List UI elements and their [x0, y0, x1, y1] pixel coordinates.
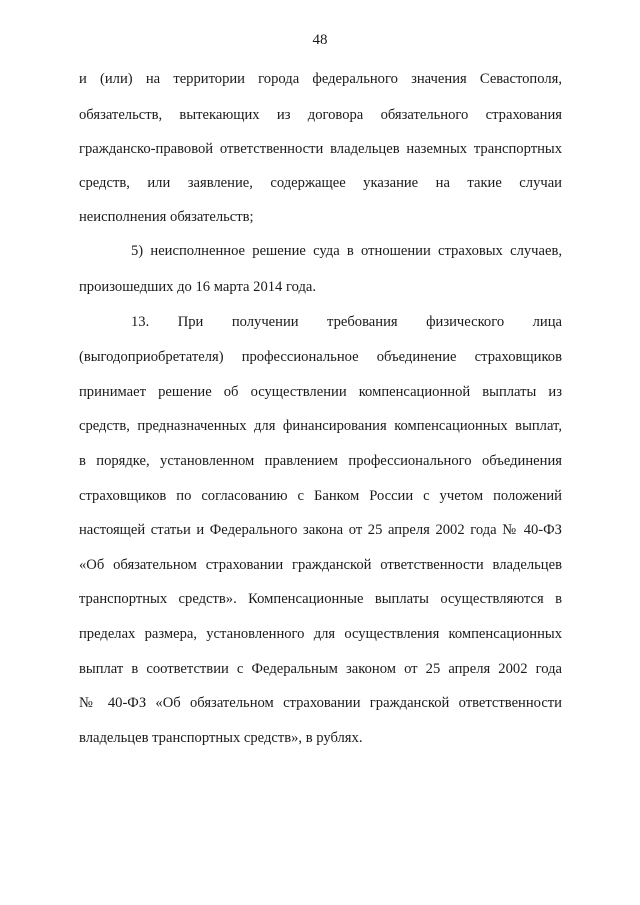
text-line: гражданско-правовой ответственности владельцев наземных транспортных	[79, 141, 562, 157]
text-line: принимает решение об осуществлении компенсационной выплаты из	[79, 384, 562, 400]
text-line: обязательств, вытекающих из договора обязательного страхования	[79, 107, 562, 123]
text-line: № 40-ФЗ «Об обязательном страховании гражданской ответственности	[79, 695, 562, 711]
text-line: средств, или заявление, содержащее указание на такие случаи	[79, 175, 562, 191]
page-number: 48	[312, 32, 328, 48]
text-line: и (или) на территории города федерального значения Севастополя,	[79, 71, 562, 87]
text-line: произошедших до 16 марта 2014 года.	[79, 279, 317, 295]
text-line: транспортных средств». Компенсационные выплаты осуществляются в	[79, 591, 562, 607]
text-line: 13. При получении требования физического лица	[131, 314, 562, 330]
text-line: «Об обязательном страховании гражданской ответственности владельцев	[79, 557, 562, 573]
text-line: выплат в соответствии с Федеральным законом от 25 апреля 2002 года	[79, 661, 562, 677]
text-line: 5) неисполненное решение суда в отношении страховых случаев,	[131, 243, 562, 259]
text-line: владельцев транспортных средств», в рублях.	[79, 730, 363, 746]
text-line: страховщиков по согласованию с Банком России с учетом положений	[79, 488, 562, 504]
text-line: средств, предназначенных для финансирования компенсационных выплат,	[79, 418, 562, 434]
text-line: (выгодоприобретателя) профессиональное объединение страховщиков	[79, 349, 562, 365]
text-line: неисполнения обязательств;	[79, 209, 254, 225]
text-line: пределах размера, установленного для осуществления компенсационных	[79, 626, 562, 642]
text-line: в порядке, установленном правлением профессионального объединения	[79, 453, 562, 469]
text-line: настоящей статьи и Федерального закона от 25 апреля 2002 года № 40-ФЗ	[79, 522, 562, 538]
